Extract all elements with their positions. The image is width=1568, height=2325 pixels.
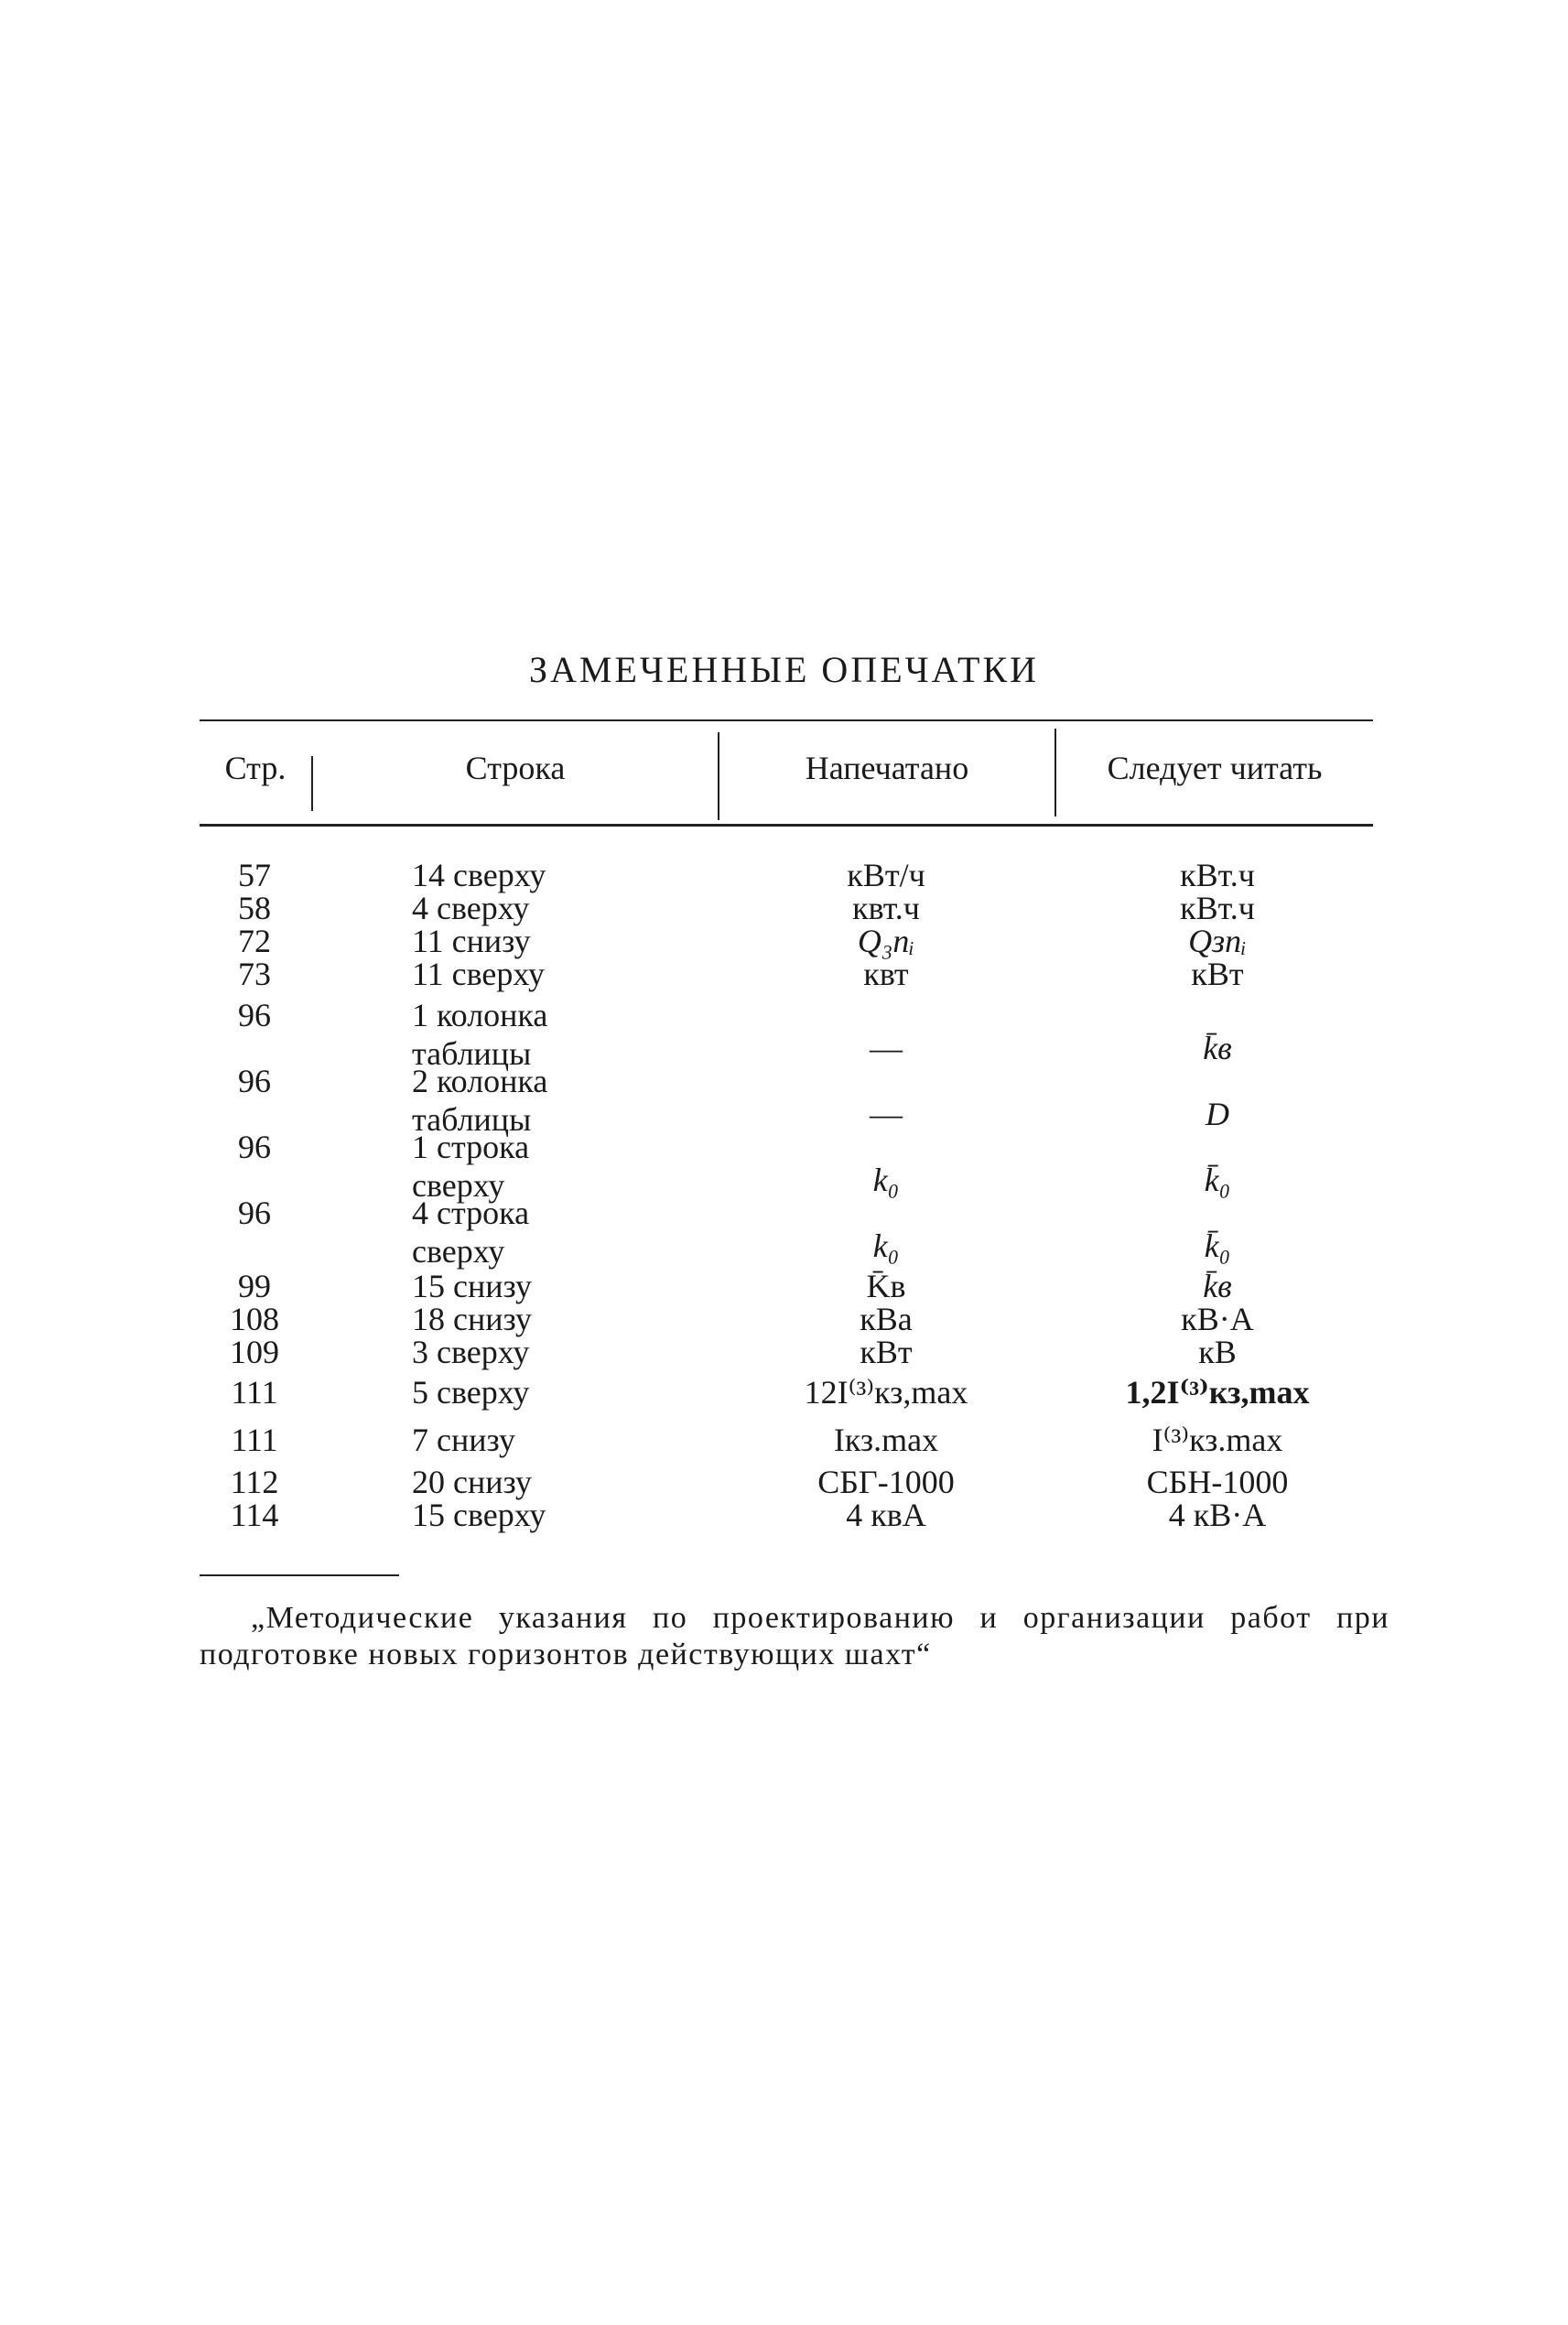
cell-correct: кВт.ч — [1180, 890, 1255, 926]
cell-printed: Iкз.max — [833, 1422, 939, 1458]
cell-correct: кВт — [1191, 956, 1244, 992]
cell-line: 7 снизу — [412, 1422, 515, 1458]
cell-page: 96 — [238, 997, 271, 1033]
cell-printed: k₀ — [872, 1162, 900, 1198]
cell-page: 108 — [230, 1301, 279, 1337]
cell-page: 96 — [238, 1195, 271, 1231]
cell-line-part-1: 1 колонка — [412, 997, 548, 1033]
cell-line — [412, 1194, 723, 1271]
cell-correct: k̄в — [1203, 1030, 1232, 1066]
cell-correct: k̄₀ — [1204, 1162, 1231, 1198]
cell-page: 111 — [231, 1422, 278, 1458]
cell-line: 5 сверху — [412, 1374, 530, 1411]
cell-correct: k̄в — [1203, 1268, 1232, 1304]
cell-page: 73 — [238, 956, 271, 992]
cell-printed: 4 квА — [846, 1497, 926, 1533]
cell-correct: кВ — [1198, 1334, 1237, 1370]
header-line: Строка — [465, 750, 566, 786]
cell-line-part-2: сверху — [412, 1167, 505, 1204]
cell-printed: — — [870, 1096, 903, 1132]
cell-correct: k̄₀ — [1204, 1227, 1231, 1264]
cell-page: 111 — [231, 1374, 278, 1411]
cell-page: 72 — [238, 923, 271, 959]
cell-printed: кВт — [860, 1334, 913, 1370]
cell-line: 18 снизу — [412, 1301, 532, 1337]
cell-page: 58 — [238, 890, 271, 926]
cell-page: 109 — [230, 1334, 279, 1370]
cell-printed: — — [870, 1030, 903, 1066]
header-printed: Напечатано — [805, 750, 969, 786]
cell-printed: k₀ — [872, 1227, 900, 1264]
cell-line: 14 сверху — [412, 857, 546, 893]
cell-correct: СБН-1000 — [1146, 1464, 1289, 1500]
cell-page: 57 — [238, 857, 271, 893]
cell-line: 15 снизу — [412, 1268, 532, 1304]
cell-line-part-1: 1 строка — [412, 1129, 530, 1165]
page-title: ЗАМЕЧЕННЫЕ ОПЕЧАТКИ — [528, 649, 1040, 690]
cell-printed: кВа — [860, 1301, 913, 1337]
cell-line-part-2: сверху — [412, 1233, 505, 1270]
cell-page: 99 — [238, 1268, 271, 1304]
footnote: „Методические указания по проектированию и организации работ при подготовке новых горизонтов действующих шахт“ — [200, 1601, 1390, 1671]
cell-printed: K̄в — [866, 1268, 906, 1304]
cell-correct: кВ·А — [1181, 1301, 1254, 1337]
cell-line-part-2: таблицы — [412, 1101, 532, 1138]
cell-correct: D — [1206, 1096, 1229, 1132]
cell-page: 96 — [238, 1063, 271, 1099]
cell-line-part-1: 2 колонка — [412, 1063, 548, 1099]
cell-line: 11 снизу — [412, 923, 531, 959]
cell-correct: 1,2I⁽³⁾кз,max — [1125, 1374, 1310, 1411]
footnote-rule — [200, 1574, 399, 1576]
cell-printed: кВт/ч — [847, 857, 925, 893]
cell-correct: I⁽³⁾кз.max — [1152, 1422, 1283, 1458]
cell-line: 4 сверху — [412, 890, 530, 926]
cell-printed: квт.ч — [852, 890, 920, 926]
cell-line-part-1: 4 строка — [412, 1195, 530, 1231]
cell-line: 15 сверху — [412, 1497, 546, 1533]
header-correct: Следует читать — [1107, 750, 1323, 786]
cell-page: 96 — [238, 1129, 271, 1165]
cell-page: 112 — [230, 1464, 279, 1500]
table-header-rule — [200, 824, 1373, 827]
cell-page: 114 — [230, 1497, 279, 1533]
cell-correct: 4 кВ·А — [1168, 1497, 1267, 1533]
cell-printed: СБГ-1000 — [817, 1464, 955, 1500]
cell-printed: квт — [863, 956, 909, 992]
table-top-rule — [200, 719, 1373, 721]
cell-line: 20 снизу — [412, 1464, 532, 1500]
cell-printed: Q₃nᵢ — [857, 923, 915, 959]
cell-line: 11 сверху — [412, 956, 546, 992]
cell-line-part-2: таблицы — [412, 1035, 532, 1072]
header-page: Стр. — [224, 750, 287, 786]
cell-printed: 12I⁽³⁾кз,max — [804, 1374, 968, 1411]
cell-correct: кВт.ч — [1180, 857, 1255, 893]
cell-correct: Qзпᵢ — [1188, 923, 1247, 959]
cell-line: 3 сверху — [412, 1334, 530, 1370]
